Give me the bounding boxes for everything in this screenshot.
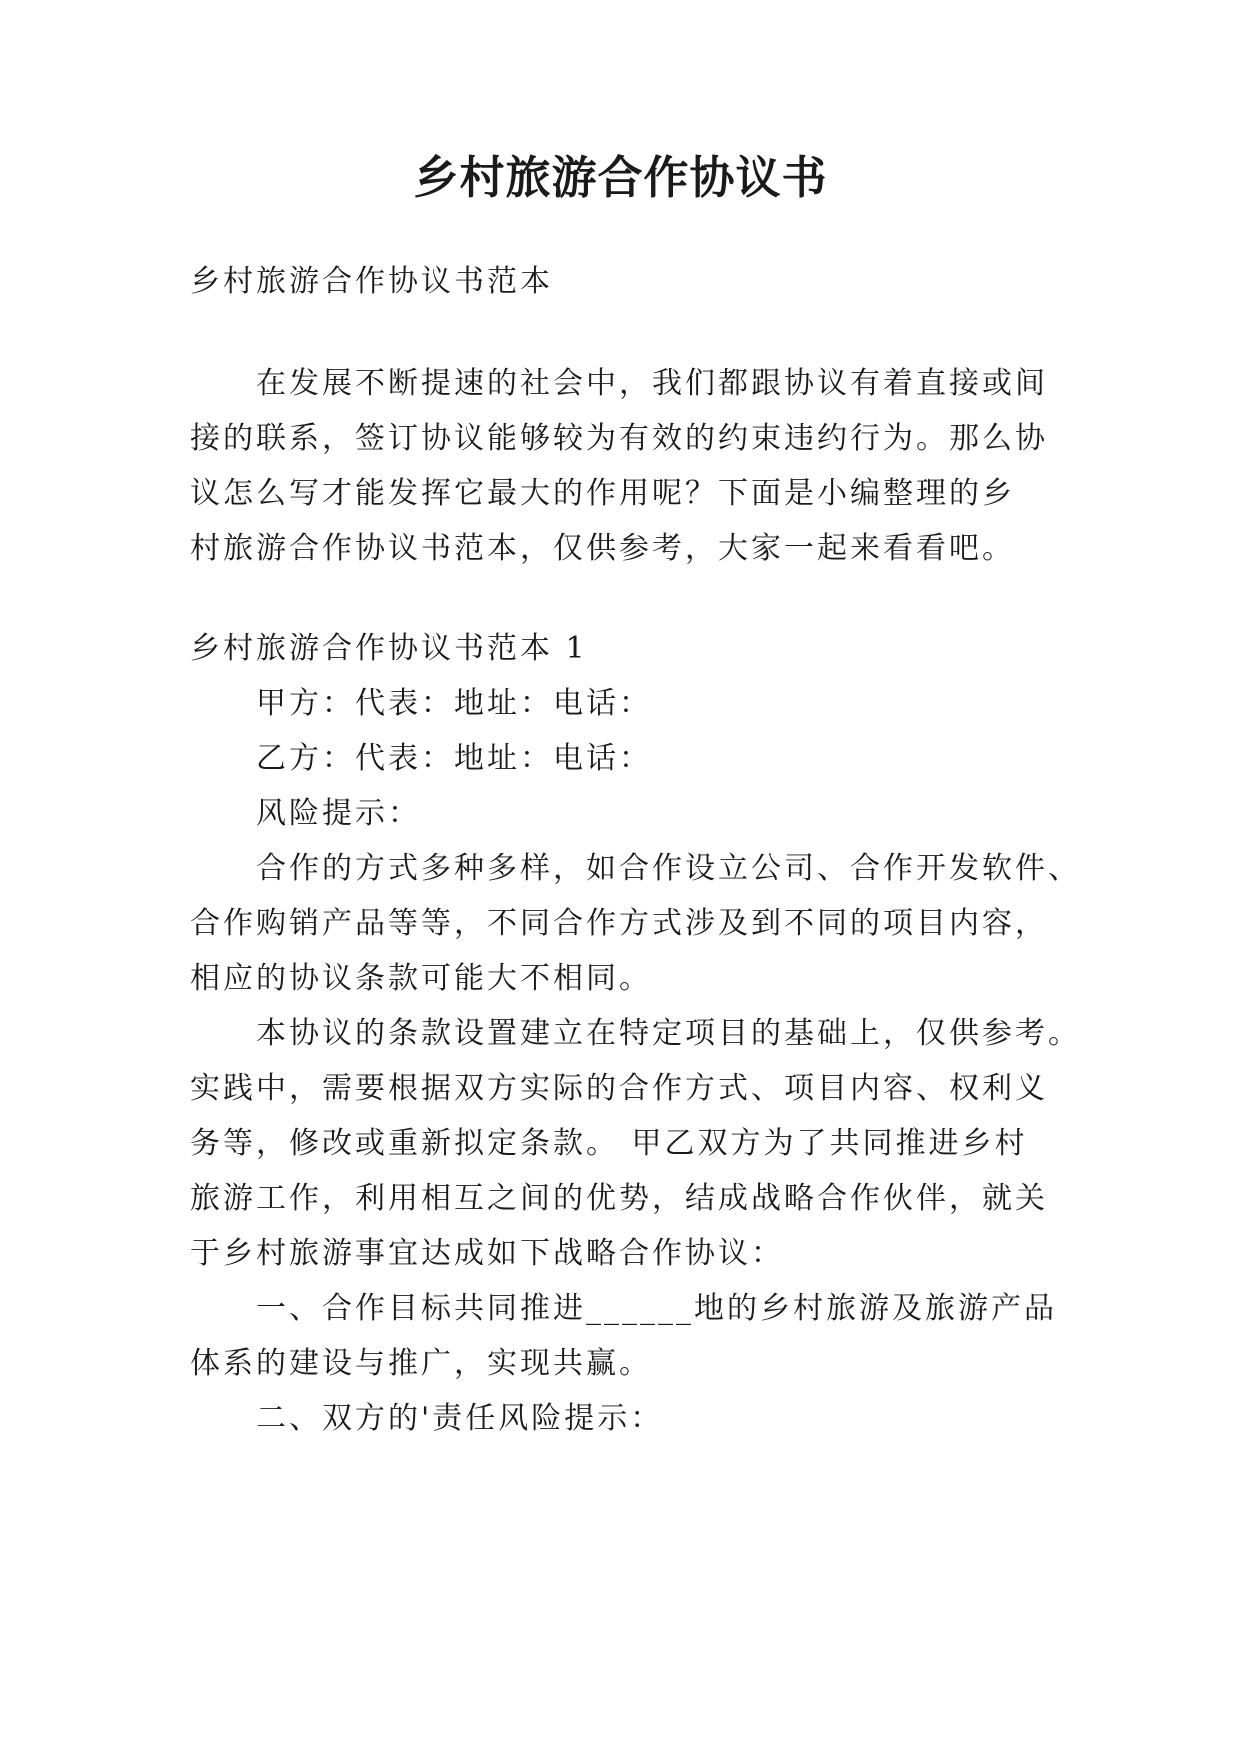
clause-line: 务等，修改或重新拟定条款。 甲乙双方为了共同推进乡村: [190, 1126, 1028, 1161]
intro-line: 村旅游合作协议书范本，仅供参考，大家一起来看看吧。: [190, 531, 1015, 566]
risk-line: 合作的方式多种多样，如合作设立公司、合作开发软件、: [256, 851, 1081, 886]
clause-line: 于乡村旅游事宜达成如下战略合作协议：: [190, 1236, 784, 1271]
intro-line: 接的联系，签订协议能够较为有效的约束违约行为。那么协: [190, 421, 1048, 456]
party-a-line: 甲方：代表：地址：电话：: [256, 686, 652, 721]
intro-line: 议怎么写才能发挥它最大的作用呢？下面是小编整理的乡: [190, 476, 1015, 511]
clause-line: 实践中，需要根据双方实际的合作方式、项目内容、权利义: [190, 1071, 1048, 1106]
party-b-line: 乙方：代表：地址：电话：: [256, 741, 652, 776]
document-title: 乡村旅游合作协议书: [413, 151, 828, 204]
item-one-line: 体系的建设与推广，实现共赢。: [190, 1346, 652, 1381]
clause-line: 旅游工作，利用相互之间的优势，结成战略合作伙伴，就关: [190, 1181, 1048, 1216]
risk-label: 风险提示：: [256, 796, 421, 831]
intro-line: 在发展不断提速的社会中，我们都跟协议有着直接或间: [256, 366, 1048, 401]
item-one-line: 一、合作目标共同推进______地的乡村旅游及旅游产品: [256, 1291, 1057, 1326]
clause-line: 本协议的条款设置建立在特定项目的基础上，仅供参考。: [256, 1016, 1081, 1051]
document-subtitle: 乡村旅游合作协议书范本: [190, 264, 553, 299]
risk-line: 合作购销产品等等，不同合作方式涉及到不同的项目内容，: [190, 906, 1048, 941]
risk-line: 相应的协议条款可能大不相同。: [190, 961, 652, 996]
item-two: 二、双方的'责任风险提示：: [256, 1401, 664, 1436]
section-heading: 乡村旅游合作协议书范本 1: [190, 631, 588, 666]
